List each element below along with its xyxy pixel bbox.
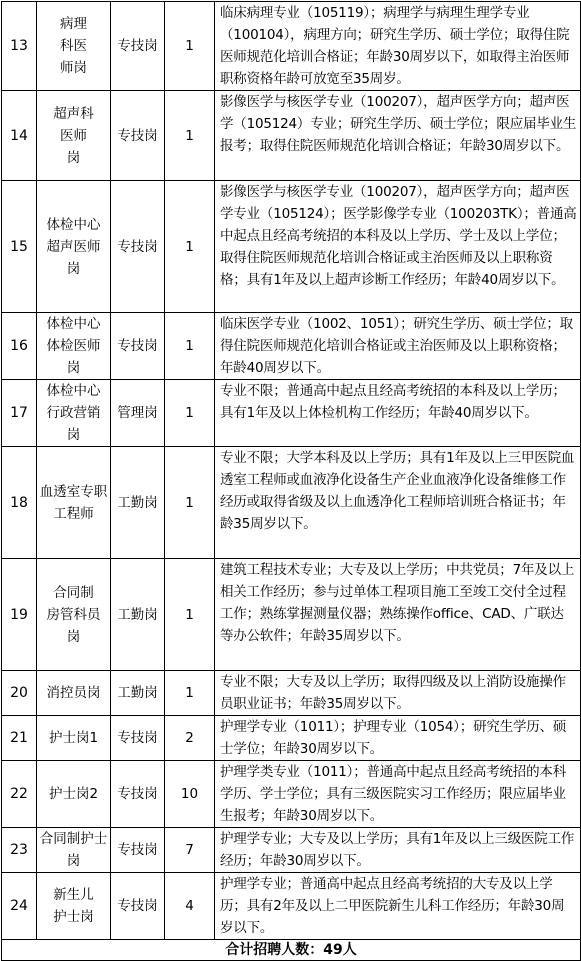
headcount-cell: 1 [165, 313, 215, 380]
requirement-cell: 建筑工程技术专业；大专及以上学历；中共党员；7年及以上相关工作经历；参与过单体工程项目施工至竣工交付全过程工作；熟练掌握测量仪器；熟练操作office、CAD、广联达等办公软件；年龄35周岁以下。 [215, 559, 581, 671]
row-number-cell: 19 [2, 559, 37, 671]
table-row [2, 761, 581, 828]
headcount-cell: 1 [165, 559, 215, 671]
row-number-cell: 20 [2, 671, 37, 716]
headcount-cell: 7 [165, 828, 215, 873]
row-number-cell: 13 [2, 2, 37, 91]
position-type-cell: 工勤岗 [111, 447, 165, 559]
headcount-cell: 2 [165, 716, 215, 761]
position-type-cell: 专技岗 [111, 873, 165, 940]
position-type-cell: 专技岗 [111, 313, 165, 380]
table-row [2, 671, 581, 716]
requirement-cell: 护理学类专业（1011）；普通高中起点且经高考统招的本科学历、学士学位；具有三级医院实习工作经历；限应届毕业生报考；年龄30周岁以下。 [215, 761, 581, 828]
position-name-cell: 合同制护士 岗 [37, 828, 111, 873]
row-number-cell: 17 [2, 380, 37, 447]
requirement-cell: 影像医学与核医学专业（100207），超声医学方向；超声医学（105124）专业；研究生学历、硕士学位；限应届毕业生报考；取得住院医师规范化培训合格证；年龄30周岁以下。 [215, 91, 581, 181]
position-type-cell: 管理岗 [111, 380, 165, 447]
position-name-cell: 护士岗2 [37, 761, 111, 828]
requirement-cell: 专业不限；普通高中起点且经高考统招的本科及以上学历；具有1年及以上体检机构工作经历；年龄40周岁以下。 [215, 380, 581, 447]
row-number-cell: 14 [2, 91, 37, 181]
table-body [2, 2, 581, 940]
headcount-cell: 1 [165, 447, 215, 559]
table-row [2, 873, 581, 940]
position-name-cell: 合同制 房管科员 岗 [37, 559, 111, 671]
row-number-cell: 22 [2, 761, 37, 828]
position-type-cell: 工勤岗 [111, 559, 165, 671]
position-name-cell: 病理 科医 师岗 [37, 2, 111, 91]
row-number-cell: 18 [2, 447, 37, 559]
position-name-cell: 护士岗1 [37, 716, 111, 761]
total-row [2, 940, 581, 961]
headcount-cell: 4 [165, 873, 215, 940]
position-name-cell: 血透室专职 工程师 [37, 447, 111, 559]
headcount-cell: 1 [165, 671, 215, 716]
table-row [2, 559, 581, 671]
headcount-cell: 1 [165, 2, 215, 91]
position-name-cell: 新生儿 护士岗 [37, 873, 111, 940]
position-type-cell: 专技岗 [111, 828, 165, 873]
position-type-cell: 专技岗 [111, 2, 165, 91]
requirement-cell: 护理学专业（1011）；护理专业（1054）；研究生学历、硕士学位；年龄30周岁以下。 [215, 716, 581, 761]
position-type-cell: 专技岗 [111, 761, 165, 828]
table-row [2, 447, 581, 559]
requirement-cell: 专业不限；大专及以上学历；取得四级及以上消防设施操作员职业证书；年龄35周岁以下。 [215, 671, 581, 716]
requirement-cell: 临床医学专业（1002、1051）；研究生学历、硕士学位；取得住院医师规范化培训合格证或主治医师及以上职称资格；年龄40周岁以下。 [215, 313, 581, 380]
table-row [2, 716, 581, 761]
requirement-cell: 护理学专业；普通高中起点且经高考统招的大专及以上学历；具有2年及以上二甲医院新生儿科工作经历；年龄30周岁以下。 [215, 873, 581, 940]
position-name-cell: 体检中心 行政营销 岗 [37, 380, 111, 447]
position-name-cell: 体检中心 体检医师 岗 [37, 313, 111, 380]
row-number-cell: 24 [2, 873, 37, 940]
recruitment-table [1, 1, 581, 961]
table-row [2, 313, 581, 380]
table-row [2, 828, 581, 873]
row-number-cell: 15 [2, 181, 37, 313]
row-number-cell: 21 [2, 716, 37, 761]
requirement-cell: 影像医学与核医学专业（100207），超声医学方向；超声医学专业（105124）；医学影像学专业（100203TK）；普通高中起点且经高考统招的本科及以上学历、学士及以上学位；取得住院医师规范化培训合格证或主治医师及以上职称资格；具有1年及以上超声诊断工作经历；年龄40周岁以下。 [215, 181, 581, 313]
position-type-cell: 专技岗 [111, 716, 165, 761]
table-row [2, 2, 581, 91]
table-row [2, 181, 581, 313]
position-name-cell: 超声科 医师 岗 [37, 91, 111, 181]
headcount-cell: 1 [165, 181, 215, 313]
requirement-cell: 护理学专业；大专及以上学历；具有1年及以上三级医院工作经历；年龄30周岁以下。 [215, 828, 581, 873]
row-number-cell: 23 [2, 828, 37, 873]
requirement-cell: 临床病理专业（105119）；病理学与病理生理学专业（100104），病理方向；研究生学历、硕士学位；取得住院医师规范化培训合格证；年龄30周岁以下，如取得主治医师职称资格年龄可放宽至35周岁。 [215, 2, 581, 91]
position-type-cell: 工勤岗 [111, 671, 165, 716]
table-row [2, 380, 581, 447]
position-type-cell: 专技岗 [111, 181, 165, 313]
requirement-cell: 专业不限；大学本科及以上学历；具有1年及以上三甲医院血透室工程师或血液净化设备生产企业血液净化设备维修工作经历或取得省级及以上血透净化工程师培训班合格证书；年龄35周岁以下。 [215, 447, 581, 559]
headcount-cell: 10 [165, 761, 215, 828]
row-number-cell: 16 [2, 313, 37, 380]
headcount-cell: 1 [165, 91, 215, 181]
total-cell: 合计招聘人数：49人 [2, 940, 581, 961]
headcount-cell: 1 [165, 380, 215, 447]
position-name-cell: 消控员岗 [37, 671, 111, 716]
position-name-cell: 体检中心 超声医师 岗 [37, 181, 111, 313]
table-row [2, 91, 581, 181]
position-type-cell: 专技岗 [111, 91, 165, 181]
